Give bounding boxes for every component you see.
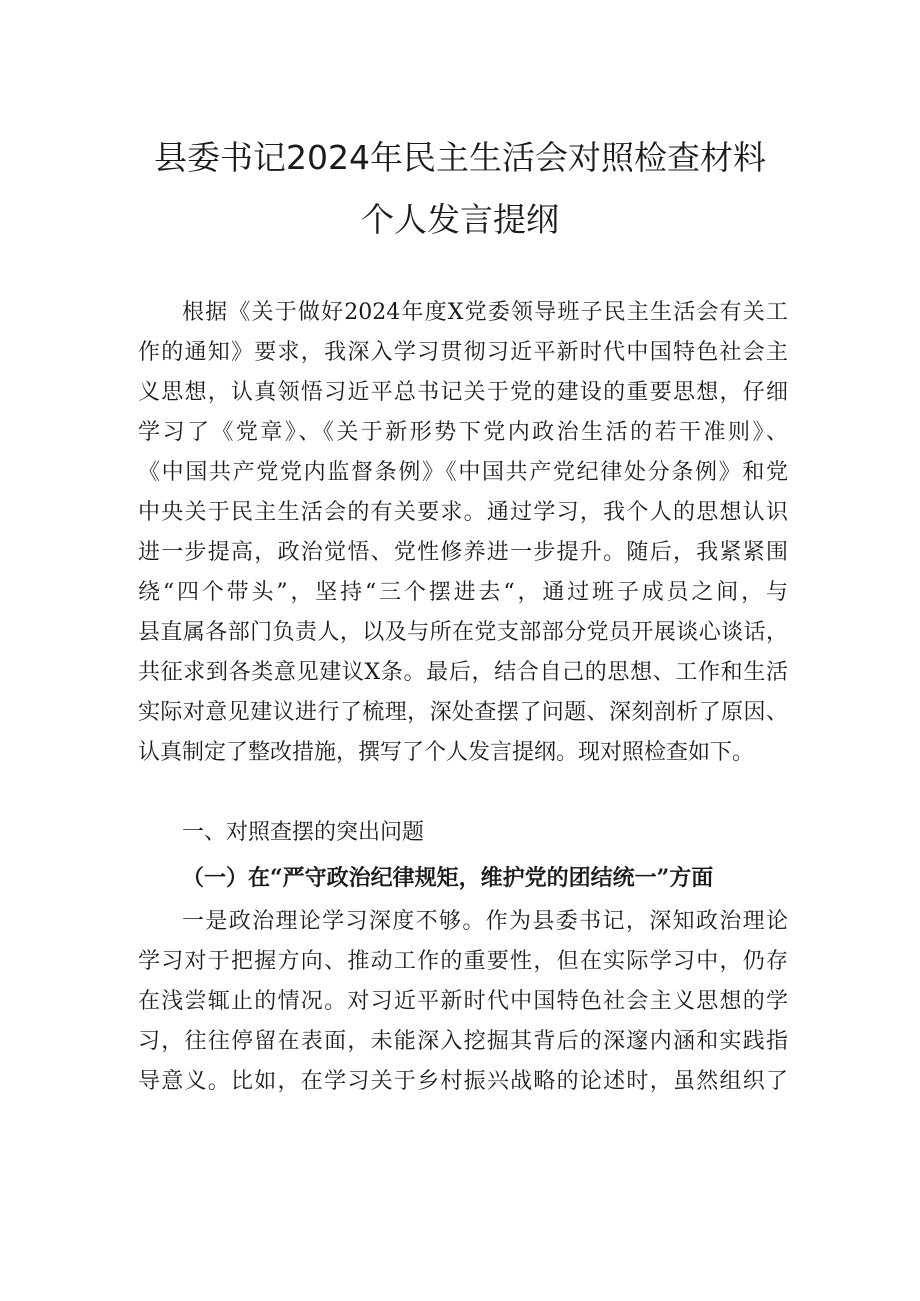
paragraph-line: 根据《关于做好2024年度X党委领导班子民主生活会有关工 bbox=[182, 300, 788, 325]
paragraph-line: 进一步提高，政治觉悟、党性修养进一步提升。随后，我紧紧围 bbox=[138, 540, 788, 565]
paragraph-line: 学习对于把握方向、推动工作的重要性，但在实际学习中，仍存 bbox=[138, 949, 788, 974]
document-subtitle: 个人发言提纲 bbox=[361, 200, 559, 239]
paragraph-line: 实际对意见建议进行了梳理，深处查摆了问题、深刻剖析了原因、 bbox=[138, 700, 788, 725]
paragraph-line: 一是政治理论学习深度不够。作为县委书记，深知政治理论 bbox=[182, 909, 788, 934]
paragraph-line: 学习了《党章》、《关于新形势下党内政治生活的若干准则》、 bbox=[138, 420, 788, 445]
paragraph-line: 认真制定了整改措施，撰写了个人发言提纲。现对照检查如下。 bbox=[138, 740, 755, 765]
intro-paragraph bbox=[138, 293, 788, 773]
paragraph-line: 作的通知》要求，我深入学习贯彻习近平新时代中国特色社会主 bbox=[138, 340, 788, 365]
paragraph-line: 习，往往停留在表面，未能深入挖掘其背后的深邃内涵和实践指 bbox=[138, 1029, 788, 1054]
paragraph-line: 绕“四个带头”，坚持“三个摆进去“，通过班子成员之间，与 bbox=[138, 580, 788, 605]
paragraph-line: 县直属各部门负责人，以及与所在党支部部分党员开展谈心谈话， bbox=[138, 620, 788, 645]
document-title: 县委书记2024年民主生活会对照检查材料 bbox=[154, 138, 766, 177]
paragraph-line: 中央关于民主生活会的有关要求。通过学习，我个人的思想认识 bbox=[138, 500, 788, 525]
point-paragraph bbox=[138, 902, 788, 1102]
paragraph-line: 导意义。比如，在学习关于乡村振兴战略的论述时，虽然组织了 bbox=[138, 1069, 788, 1094]
paragraph-line: 义思想，认真领悟习近平总书记关于党的建设的重要思想，仔细 bbox=[138, 380, 788, 405]
section-heading: 一、对照查摆的突出问题 bbox=[182, 820, 425, 845]
paragraph-line: 《中国共产党党内监督条例》《中国共产党纪律处分条例》和党 bbox=[138, 460, 788, 485]
paragraph-line: 在浅尝辄止的情况。对习近平新时代中国特色社会主义思想的学 bbox=[138, 989, 788, 1014]
subsection-heading: （一）在“严守政治纪律规矩，维护党的团结统一”方面 bbox=[182, 865, 714, 891]
paragraph-line: 共征求到各类意见建议X条。最后，结合自己的思想、工作和生活 bbox=[138, 660, 788, 685]
